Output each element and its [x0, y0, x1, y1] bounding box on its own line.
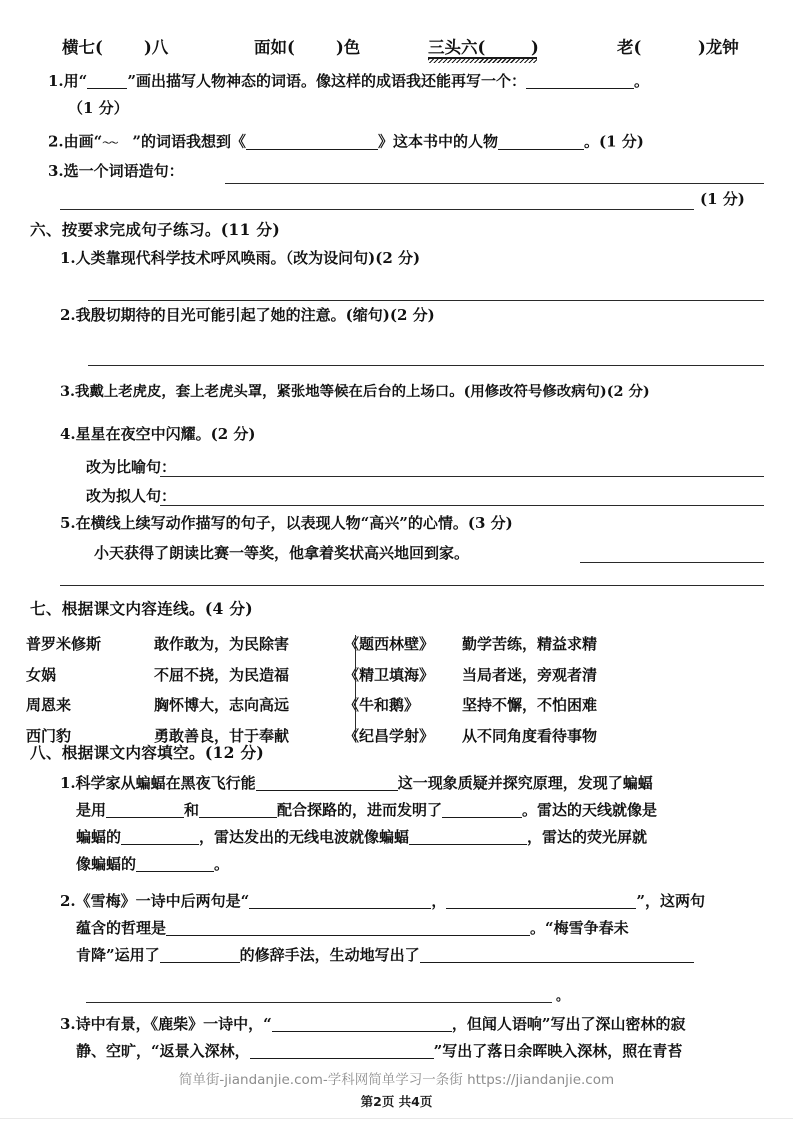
- idiom-4-tail: )龙钟: [698, 38, 739, 57]
- s8-q1-l3b: ，雷达发出的无线电波就像蝙蝠: [199, 828, 410, 846]
- idiom-q1-text-after: ”画出描写人物神态的词语。像这样的成语我还能再写一个：: [127, 72, 526, 90]
- idiom-q2-number: 2.: [48, 132, 64, 151]
- match-right-work-1[interactable]: 《题西林壁》: [344, 635, 435, 653]
- match-gap-4: [326, 725, 344, 746]
- s8-q1-number: 1.: [60, 774, 76, 792]
- idiom-3: 三头六(: [428, 40, 537, 59]
- s6-q5-text: 在横线上续写动作描写的句子，以表现人物“高兴”的心情。(3 分): [75, 514, 513, 532]
- s8-q3-l2a: 静、空旷，“返景入深林，: [76, 1042, 250, 1060]
- idiom-q1-trailing: 。: [633, 72, 649, 90]
- s6-q4-sub1-label: 改为比喻句：: [86, 458, 177, 476]
- section-seven-title: 七、根据课文内容连线。(4 分): [30, 599, 253, 618]
- section-six-q5: [60, 516, 513, 531]
- idiom-q1-mark-blank[interactable]: [87, 73, 127, 89]
- idiom-q3-number: 3.: [48, 162, 64, 180]
- idiom-q2-text-mid: ”的词语我想到《: [132, 132, 246, 151]
- idiom-q2-text-mid2: 》这本书中的人物: [377, 132, 498, 151]
- match-left-trait-1[interactable]: 敢作敢为，为民除害: [154, 635, 290, 653]
- s6-q4-sub2-label: 改为拟人句：: [86, 487, 177, 505]
- s8-q1-blank-1[interactable]: [256, 775, 398, 791]
- s6-q5-answer-line-2[interactable]: [60, 585, 764, 586]
- s8-q1-line1: [60, 775, 653, 791]
- section-six-q2: [60, 308, 435, 323]
- s6-q5-number: 5.: [60, 514, 76, 532]
- s8-q2-l1a: 《雪梅》一诗中后两句是“: [75, 892, 250, 910]
- s8-q2-blank-2[interactable]: [446, 893, 636, 909]
- s8-q1-l2c: 配合探路的，进而发明了: [277, 801, 443, 819]
- match-left-name-4[interactable]: 西门豹: [26, 726, 72, 745]
- idiom-q1-number: 1.: [48, 72, 64, 90]
- s8-q2-l3b: 的修辞手法，生动地写出了: [239, 946, 420, 964]
- s8-q2-blank-5[interactable]: [420, 947, 694, 963]
- idiom-2-tail: )色: [336, 38, 361, 57]
- idiom-question-2: [48, 133, 644, 150]
- s6-q2-answer-line[interactable]: [88, 365, 764, 366]
- s8-q3-line1: [60, 1016, 685, 1032]
- s8-q1-l2d: 。雷达的天线就像是: [522, 801, 658, 819]
- s8-q2-l3a: 肯降”运用了: [76, 946, 160, 964]
- s8-q2-blank-3[interactable]: [166, 920, 530, 936]
- s8-q2-line1: [60, 893, 705, 909]
- section-six-q4: [60, 427, 256, 442]
- idiom-q3-answer-line-2[interactable]: [60, 209, 694, 210]
- s6-q2-number: 2.: [60, 306, 76, 324]
- s8-q1-line4: [76, 856, 229, 872]
- s6-q4-sub2-line[interactable]: [160, 505, 764, 506]
- match-gap-1: [326, 633, 344, 654]
- match-right-work-4[interactable]: 《纪昌学射》: [344, 726, 435, 745]
- match-gap-3: [326, 694, 344, 715]
- s8-q2-line3: [76, 947, 694, 963]
- s6-q3-text: 我戴上老虎皮，套上老虎头罩，紧张地等候在后台的上场口。(用修改符号修改病句)(2 分): [75, 383, 650, 400]
- s8-q3-blank-2[interactable]: [250, 1043, 434, 1059]
- match-left-trait-2[interactable]: 不屈不挠，为民造福: [154, 665, 290, 684]
- idiom-2: 面如(: [254, 38, 295, 57]
- section-six-q3: [60, 385, 650, 399]
- s6-q1-text: 人类靠现代科学技术呼风唤雨。（改为设问句)(2 分): [75, 249, 421, 267]
- s6-q4-number: 4.: [60, 425, 76, 443]
- s6-q3-number: 3.: [60, 383, 76, 400]
- s6-q5-stem: 小天获得了朗读比赛一等奖，他拿着奖状高兴地回到家。: [94, 544, 470, 562]
- s8-q1-blank-3[interactable]: [199, 802, 277, 818]
- match-left-name-1[interactable]: 普罗米修斯: [26, 635, 102, 653]
- s8-q2-line2: [76, 920, 629, 936]
- idiom-q1-text-before: 用“: [63, 72, 88, 90]
- idiom-q3-score: (1 分): [700, 190, 745, 208]
- idiom-q3-answer-line-1[interactable]: [225, 183, 764, 184]
- s6-q2-text: 我殷切期待的目光可能引起了她的注意。(缩句)(2 分): [75, 306, 435, 324]
- matching-exercise: [0, 633, 793, 746]
- s8-q2-blank-1[interactable]: [249, 893, 431, 909]
- s8-q1-l4a: 像蝙蝠的: [76, 855, 137, 873]
- match-gap-2: [326, 664, 344, 685]
- idiom-1: 横七(: [62, 38, 103, 57]
- s6-q5-answer-line-1[interactable]: [580, 562, 764, 563]
- section-eight-title: 八、根据课文内容填空。(12 分): [30, 743, 265, 762]
- footer-watermark: 简单街-jiandanjie.com-学科网简单学习一条街 https://jiandanjie.com: [178, 1072, 615, 1088]
- s8-q1-line3: [76, 829, 647, 845]
- s6-q4-sub1-line[interactable]: [160, 476, 764, 477]
- s8-q2-l2b: 。“梅雪争春未: [530, 919, 629, 937]
- s8-q1-blank-4[interactable]: [442, 802, 522, 818]
- page-bottom-edge: [0, 1118, 793, 1119]
- idiom-q2-book-blank[interactable]: [246, 134, 378, 150]
- s8-q1-blank-5[interactable]: [121, 829, 199, 845]
- s8-q1-l1b: 这一现象质疑并探究原理，发现了蝙蝠: [397, 774, 653, 792]
- s8-q3-blank-1[interactable]: [272, 1016, 452, 1032]
- s8-q3-number: 3.: [60, 1015, 76, 1033]
- idiom-q1-score: （1 分）: [68, 99, 129, 117]
- matching-divider: [355, 635, 356, 741]
- match-right-work-2[interactable]: 《精卫填海》: [344, 665, 435, 684]
- s8-q1-blank-7[interactable]: [136, 856, 214, 872]
- s8-q1-line2: [76, 802, 657, 818]
- s6-q1-number: 1.: [60, 249, 76, 267]
- s8-q1-l1a: 科学家从蝙蝠在黑夜飞行能: [75, 774, 256, 792]
- matching-grid: [0, 633, 793, 746]
- s8-q2-l4b: 。: [556, 989, 570, 1004]
- s8-q3-line2: [76, 1043, 682, 1059]
- s8-q2-l1b: ，: [431, 892, 447, 910]
- s8-q2-l1c: ”，这两句: [636, 892, 705, 910]
- idiom-q2-person-blank[interactable]: [498, 134, 584, 150]
- match-left-trait-4[interactable]: 勇敢善良，甘于奉献: [154, 726, 290, 745]
- s8-q3-l1a: 诗中有景，《鹿柴》一诗中，“: [75, 1015, 272, 1033]
- match-right-meaning-1[interactable]: 勤学苦练，精益求精: [462, 635, 598, 653]
- idiom-q2-wavy-mark[interactable]: [102, 133, 132, 147]
- s6-q1-answer-line[interactable]: [88, 300, 764, 301]
- s8-q3-l1b: ，但闻人语响”写出了深山密林的寂: [451, 1015, 686, 1033]
- s8-q3-l2b: ”写出了落日余晖映入深林，照在青苔: [433, 1042, 683, 1060]
- match-left-trait-3[interactable]: 胸怀博大，志向高远: [154, 696, 290, 714]
- s8-q1-l2b: 和: [184, 801, 200, 819]
- idiom-q2-text-before: 由画“: [63, 132, 103, 151]
- match-left-name-3[interactable]: 周恩来: [26, 696, 72, 714]
- footer-page-number: 第2页 共4页: [360, 1094, 433, 1109]
- s8-q2-l2a: 蕴含的哲理是: [76, 919, 167, 937]
- s8-q1-blank-2[interactable]: [106, 802, 184, 818]
- idiom-q2-trailing: 。(1 分): [583, 132, 644, 151]
- match-right-meaning-4[interactable]: 从不同角度看待事物: [462, 726, 598, 745]
- s8-q1-l3c: ，雷达的荧光屏就: [527, 828, 648, 846]
- s8-q2-answer-line[interactable]: [86, 1002, 552, 1003]
- s8-q1-l3a: 蝙蝠的: [76, 828, 122, 846]
- section-six-title: 六、按要求完成句子练习。(11 分): [30, 220, 281, 239]
- match-left-name-2[interactable]: 女娲: [26, 665, 57, 684]
- s8-q1-l4b: 。: [214, 855, 230, 873]
- s6-q4-text: 星星在夜空中闪耀。(2 分): [75, 425, 256, 443]
- match-right-work-3[interactable]: 《牛和鹅》: [344, 696, 420, 714]
- idiom-q1-answer-blank[interactable]: [526, 73, 634, 89]
- idiom-1-tail: )八: [144, 38, 169, 57]
- s8-q1-l2a: 是用: [76, 801, 107, 819]
- idiom-q3-text: 选一个词语造句：: [63, 162, 184, 180]
- match-right-meaning-3[interactable]: 坚持不懈，不怕困难: [462, 696, 598, 714]
- idiom-4: 老(: [617, 38, 642, 57]
- s8-q2-blank-4[interactable]: [160, 947, 240, 963]
- section-six-q1: [60, 251, 420, 266]
- match-right-meaning-2[interactable]: 当局者迷，旁观者清: [462, 665, 598, 684]
- s8-q2-number: 2.: [60, 892, 76, 910]
- s8-q1-blank-6[interactable]: [409, 829, 527, 845]
- idiom-question-1: [48, 73, 649, 89]
- idiom-question-3: [48, 164, 184, 179]
- idiom-3-tail: ): [531, 38, 539, 57]
